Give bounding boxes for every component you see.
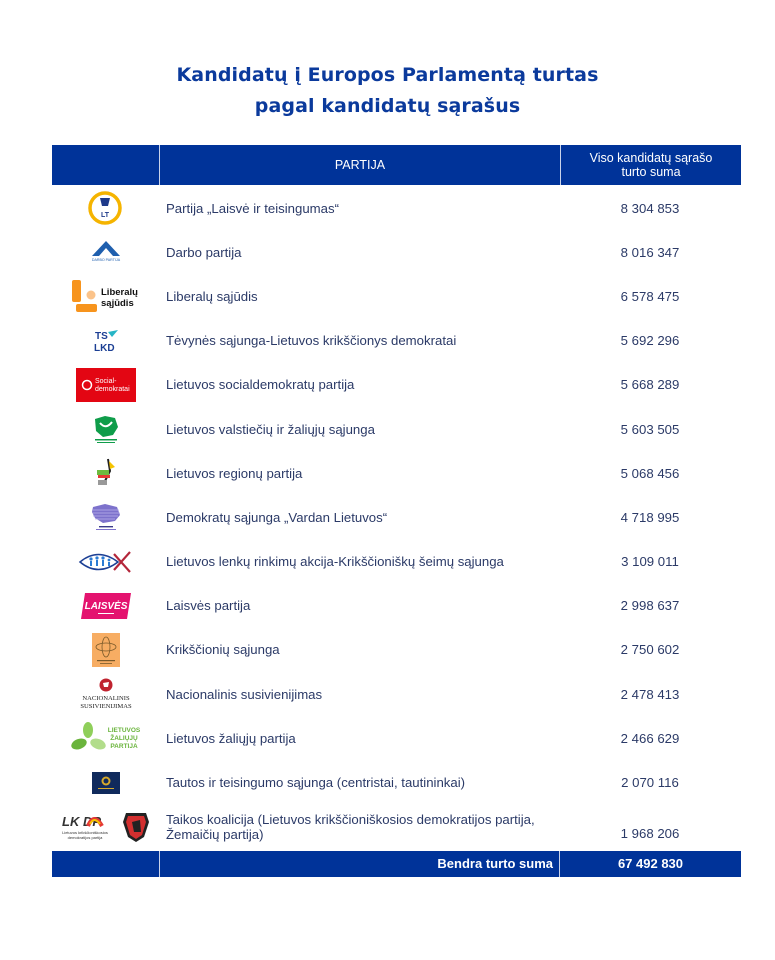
svg-text:demokratai: demokratai: [94, 385, 130, 393]
header-logo-cell: [52, 145, 160, 185]
page-title: [0, 60, 775, 122]
party-name: Taikos koalicija (Lietuvos krikščioniškosios demokratijos partija, Žemaičių partija): [166, 811, 535, 842]
krikscioniu-sajunga-logo: [52, 628, 159, 672]
svg-text:PARTIJA: PARTIJA: [109, 743, 138, 751]
table-header: [52, 145, 741, 185]
party-total: 2 070 116: [621, 775, 679, 791]
party-total: 5 692 296: [620, 333, 680, 349]
llra-kss-logo: [52, 540, 159, 584]
laisve-ir-teisingumas-logo: [52, 186, 159, 230]
table-row: [52, 319, 741, 363]
table-row: [52, 672, 741, 716]
table-row: [52, 230, 741, 274]
svg-text:NACIONALINIS: NACIONALINIS: [81, 695, 130, 703]
svg-text:demokratijos partija: demokratijos partija: [67, 834, 102, 840]
svg-text:ŽALIŲJŲ: ŽALIŲJŲ: [109, 735, 138, 743]
table-row: [52, 584, 741, 628]
svg-text:LAISVĖS: LAISVĖS: [84, 600, 127, 612]
party-name: Demokratų sąjunga „Vardan Lietuvos“: [166, 509, 388, 525]
svg-text:SUSIVIENIJIMAS: SUSIVIENIJIMAS: [79, 703, 132, 711]
svg-text:LIETUVOS: LIETUVOS: [107, 727, 140, 735]
svg-text:Lietuvos krikščioniškosios: Lietuvos krikščioniškosios: [61, 829, 108, 835]
svg-text:LK DP: LK DP: [61, 813, 101, 829]
table-row: [52, 363, 741, 407]
table-row: [52, 760, 741, 804]
svg-text:DARBO PARTIJA: DARBO PARTIJA: [91, 258, 120, 263]
party-total: 2 478 413: [620, 686, 680, 702]
table-row: [52, 716, 741, 760]
header-total: [561, 145, 741, 185]
title-line-2: pagal kandidatų sąrašus: [254, 95, 521, 117]
lvzs-logo: [52, 407, 159, 451]
header-party: PARTIJA: [160, 145, 561, 185]
party-total: 5 668 289: [620, 377, 680, 393]
regionu-partija-logo: [52, 451, 159, 495]
party-name: Liberalų sąjūdis: [166, 288, 258, 304]
table-row: [52, 495, 741, 539]
svg-text:Liberalų: Liberalų: [100, 287, 138, 299]
party-total: 3 109 011: [621, 554, 679, 570]
ts-lkd-logo: [52, 319, 159, 363]
zaliuju-partija-logo: [52, 716, 159, 760]
party-total: 2 998 637: [620, 598, 680, 614]
party-total: 5 603 505: [620, 421, 680, 437]
title-line-1: Kandidatų į Europos Parlamentą turtas: [176, 64, 599, 86]
party-total: 6 578 475: [620, 288, 680, 304]
party-total: 2 466 629: [620, 730, 680, 746]
tautos-teisingumo-logo: [52, 761, 159, 805]
party-name: Krikščionių sąjunga: [166, 642, 280, 658]
header-total-line-1: Viso kandidatų sąrašo: [589, 151, 713, 165]
table-row: [52, 186, 741, 230]
darbo-partija-logo: [52, 230, 159, 274]
party-name: Lietuvos valstiečių ir žaliųjų sąjunga: [166, 421, 375, 437]
svg-text:sąjūdis: sąjūdis: [100, 298, 134, 310]
table-row: [52, 451, 741, 495]
party-total: 8 304 853: [620, 200, 680, 216]
footer-logo-cell: [52, 851, 160, 877]
party-total: 1 968 206: [620, 826, 680, 842]
party-name: Darbo partija: [166, 244, 242, 260]
party-name: Partija „Laisvė ir teisingumas“: [166, 200, 339, 216]
nacionalinis-susivienijimas-logo: [52, 672, 159, 716]
party-total: 4 718 995: [620, 509, 680, 525]
party-total: 5 068 456: [620, 465, 680, 481]
header-total-line-2: turto suma: [621, 165, 681, 179]
party-total: 2 750 602: [620, 642, 680, 658]
party-name: Nacionalinis susivienijimas: [166, 686, 323, 702]
laisves-partija-logo: [52, 584, 159, 628]
liberalu-sajudis-logo: [52, 274, 159, 318]
table-row: [52, 540, 741, 584]
party-name: Lietuvos socialdemokratų partija: [166, 377, 355, 393]
party-name: Tėvynės sąjunga-Lietuvos krikščionys demokratai: [166, 333, 457, 349]
party-total: 8 016 347: [620, 244, 680, 260]
table-footer: [52, 851, 741, 877]
svg-text:LKD: LKD: [93, 342, 115, 354]
vardan-lietuvos-logo: [52, 495, 159, 539]
socialdemokratai-logo: [52, 363, 159, 407]
party-name: Lietuvos regionų partija: [166, 465, 303, 481]
footer-label: Bendra turto suma: [160, 851, 560, 877]
footer-total: 67 492 830: [617, 856, 684, 872]
party-name: Lietuvos žaliųjų partija: [166, 730, 296, 746]
taikos-koalicija-logo: [52, 805, 159, 849]
svg-text:TS: TS: [94, 330, 108, 342]
assets-table: [52, 145, 741, 877]
table-row: [52, 805, 741, 849]
svg-text:Social-: Social-: [94, 377, 116, 385]
party-name: Tautos ir teisingumo sąjunga (centristai, tautininkai): [166, 775, 466, 791]
svg-text:LT: LT: [100, 212, 109, 220]
table-row: [52, 274, 741, 318]
table-row: [52, 628, 741, 672]
party-name: Laisvės partija: [166, 598, 251, 614]
table-row: [52, 407, 741, 451]
party-name: Lietuvos lenkų rinkimų akcija-Krikščioniškų šeimų sąjunga: [166, 554, 504, 570]
